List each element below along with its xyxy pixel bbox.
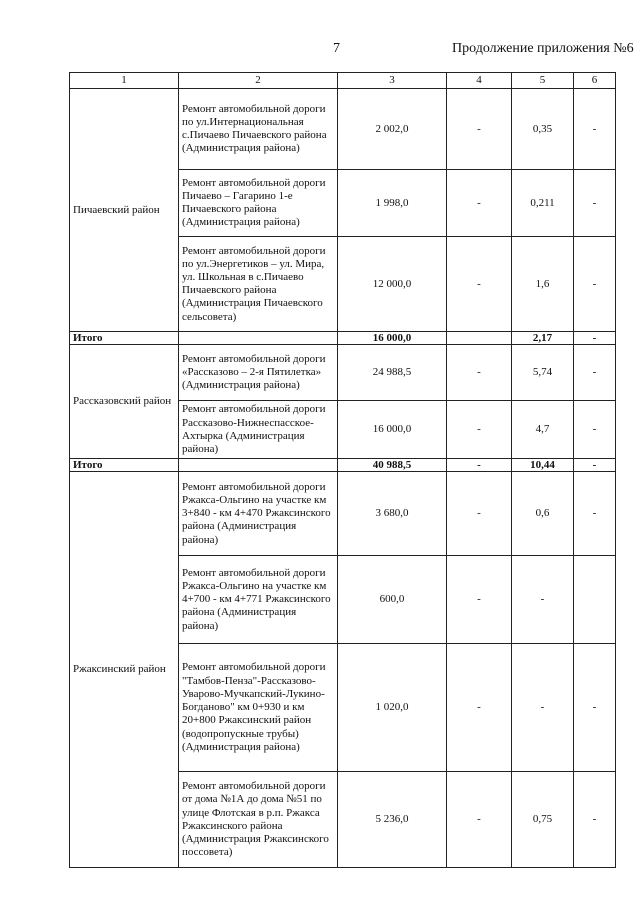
table-header-row [70, 73, 616, 89]
total-column-6: - [574, 459, 616, 472]
amount-cell: 1 998,0 [338, 170, 447, 237]
column-4-cell: - [447, 345, 512, 401]
work-description: Ремонт автомобильной дороги по ул.Интернациональная с.Пичаево Пичаевского района (Администрация района) [179, 89, 338, 170]
column-4-cell: - [447, 89, 512, 170]
work-description: Ремонт автомобильной дороги Ржакса-Ольгино на участке км 3+840 - км 4+470 Ржаксинского района (Администрация района) [179, 472, 338, 556]
continuation-label: Продолжение приложения №6 [452, 41, 634, 56]
length-cell: 5,74 [512, 345, 574, 401]
table-row [70, 472, 616, 556]
length-cell: 0,211 [512, 170, 574, 237]
column-4-cell: - [447, 401, 512, 459]
length-cell: 0,75 [512, 772, 574, 868]
work-description: Ремонт автомобильной дороги от дома №1А до дома №51 по улице Флотская в р.п. Ржакса Ржаксинского района (Администрация Ржаксинского поссовета) [179, 772, 338, 868]
total-row [70, 459, 616, 472]
column-6-cell: - [574, 772, 616, 868]
column-header-2: 2 [179, 73, 338, 89]
length-cell: - [512, 556, 574, 644]
total-label: Итого [70, 332, 179, 345]
column-4-cell: - [447, 472, 512, 556]
column-6-cell: - [574, 472, 616, 556]
total-amount: 16 000,0 [338, 332, 447, 345]
column-6-cell: - [574, 345, 616, 401]
column-6-cell: - [574, 170, 616, 237]
total-label: Итого [70, 459, 179, 472]
column-4-cell: - [447, 772, 512, 868]
length-cell: 1,6 [512, 237, 574, 332]
column-6-cell: - [574, 401, 616, 459]
work-description: Ремонт автомобильной дороги Рассказово-Нижнеспасское-Ахтырка (Администрация района) [179, 401, 338, 459]
column-6-cell: - [574, 644, 616, 772]
length-cell: 0,6 [512, 472, 574, 556]
work-description: Ремонт автомобильной дороги Ржакса-Ольгино на участке км 4+700 - км 4+771 Ржаксинского района (Администрация района) [179, 556, 338, 644]
work-description: Ремонт автомобильной дороги "Тамбов-Пенза"-Рассказово-Уварово-Мучкапский-Лукино-Богданово" км 0+930 и км 20+800 Ржаксинский район (водопропускные трубы) (Администрация района) [179, 644, 338, 772]
column-header-5: 5 [512, 73, 574, 89]
length-cell: 4,7 [512, 401, 574, 459]
amount-cell: 12 000,0 [338, 237, 447, 332]
column-header-4: 4 [447, 73, 512, 89]
total-column-4 [447, 332, 512, 345]
column-4-cell: - [447, 237, 512, 332]
amount-cell: 1 020,0 [338, 644, 447, 772]
amount-cell: 3 680,0 [338, 472, 447, 556]
district-name: Пичаевский район [70, 89, 179, 332]
budget-table [69, 72, 616, 868]
column-4-cell: - [447, 644, 512, 772]
district-name: Рассказовский район [70, 345, 179, 459]
total-column-6: - [574, 332, 616, 345]
total-empty-cell [179, 332, 338, 345]
table-row [70, 345, 616, 401]
page-number: 7 [333, 41, 340, 56]
column-6-cell: - [574, 89, 616, 170]
work-description: Ремонт автомобильной дороги «Рассказово – 2-я Пятилетка» (Администрация района) [179, 345, 338, 401]
column-4-cell: - [447, 170, 512, 237]
length-cell: 0,35 [512, 89, 574, 170]
column-6-cell [574, 556, 616, 644]
amount-cell: 600,0 [338, 556, 447, 644]
table-row [70, 89, 616, 170]
amount-cell: 24 988,5 [338, 345, 447, 401]
column-header-1: 1 [70, 73, 179, 89]
column-header-3: 3 [338, 73, 447, 89]
total-length: 10,44 [512, 459, 574, 472]
amount-cell: 2 002,0 [338, 89, 447, 170]
total-empty-cell [179, 459, 338, 472]
length-cell: - [512, 644, 574, 772]
column-4-cell: - [447, 556, 512, 644]
total-length: 2,17 [512, 332, 574, 345]
work-description: Ремонт автомобильной дороги Пичаево – Гагарино 1-е Пичаевского района (Администрация района) [179, 170, 338, 237]
work-description: Ремонт автомобильной дороги по ул.Энергетиков – ул. Мира, ул. Школьная в с.Пичаево Пичаевского района (Администрация Пичаевского сельсовета) [179, 237, 338, 332]
amount-cell: 5 236,0 [338, 772, 447, 868]
district-name: Ржаксинский район [70, 472, 179, 868]
total-row [70, 332, 616, 345]
amount-cell: 16 000,0 [338, 401, 447, 459]
total-amount: 40 988,5 [338, 459, 447, 472]
column-header-6: 6 [574, 73, 616, 89]
total-column-4: - [447, 459, 512, 472]
column-6-cell: - [574, 237, 616, 332]
